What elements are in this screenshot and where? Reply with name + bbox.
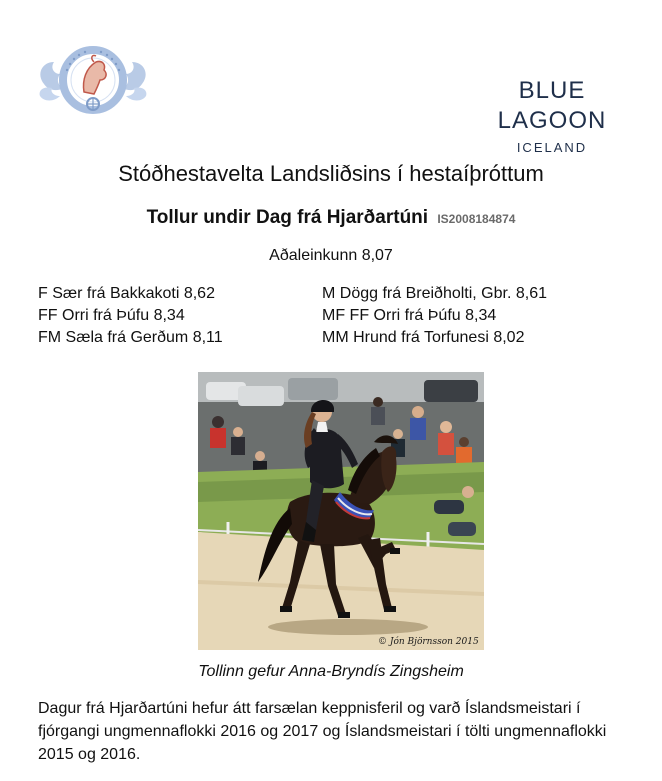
pedigree-line: F Sær frá Bakkakoti 8,62: [38, 285, 215, 302]
horse-name: Tollur undir Dag frá Hjarðartúni: [146, 207, 429, 228]
pedigree-line: MF FF Orri frá Þúfu 8,34: [322, 307, 497, 324]
photo-caption: Tollinn gefur Anna-Bryndís Zingsheim: [198, 663, 464, 680]
horse-photo: [198, 372, 484, 650]
pedigree-line: M Dögg frá Breiðholti, Gbr. 8,61: [322, 285, 547, 302]
document-title: Stóðhestavelta Landsliðsins í hestaíþróttum: [118, 161, 544, 186]
association-logo: [36, 34, 150, 126]
pedigree-line: MM Hrund frá Torfunesi 8,02: [322, 329, 525, 346]
photo-credit: © Jón Björnsson 2015: [378, 637, 479, 647]
total-score: Aðaleinkunn 8,07: [269, 247, 393, 264]
horse-registration: IS2008184874: [437, 212, 516, 226]
pedigree-sire-side: [38, 283, 223, 349]
sponsor-logo: [462, 76, 642, 155]
sponsor-subtitle: ICELAND: [516, 140, 588, 155]
pedigree-line: FM Sæla frá Gerðum 8,11: [38, 329, 223, 346]
sponsor-name: BLUE LAGOON: [497, 77, 607, 134]
body-paragraph: Dagur frá Hjarðartúni hefur átt farsælan keppnisferil og varð Íslandsmeistari í fjórgangi ungmennaflokki 2016 og 2017 og Íslandsmeistari í tölti ungmennaflokki 2015 og 2016.: [38, 700, 607, 763]
pedigree-dam-side: [322, 283, 547, 349]
pedigree-line: FF Orri frá Þúfu 8,34: [38, 307, 185, 324]
horse-heading: [0, 207, 662, 229]
